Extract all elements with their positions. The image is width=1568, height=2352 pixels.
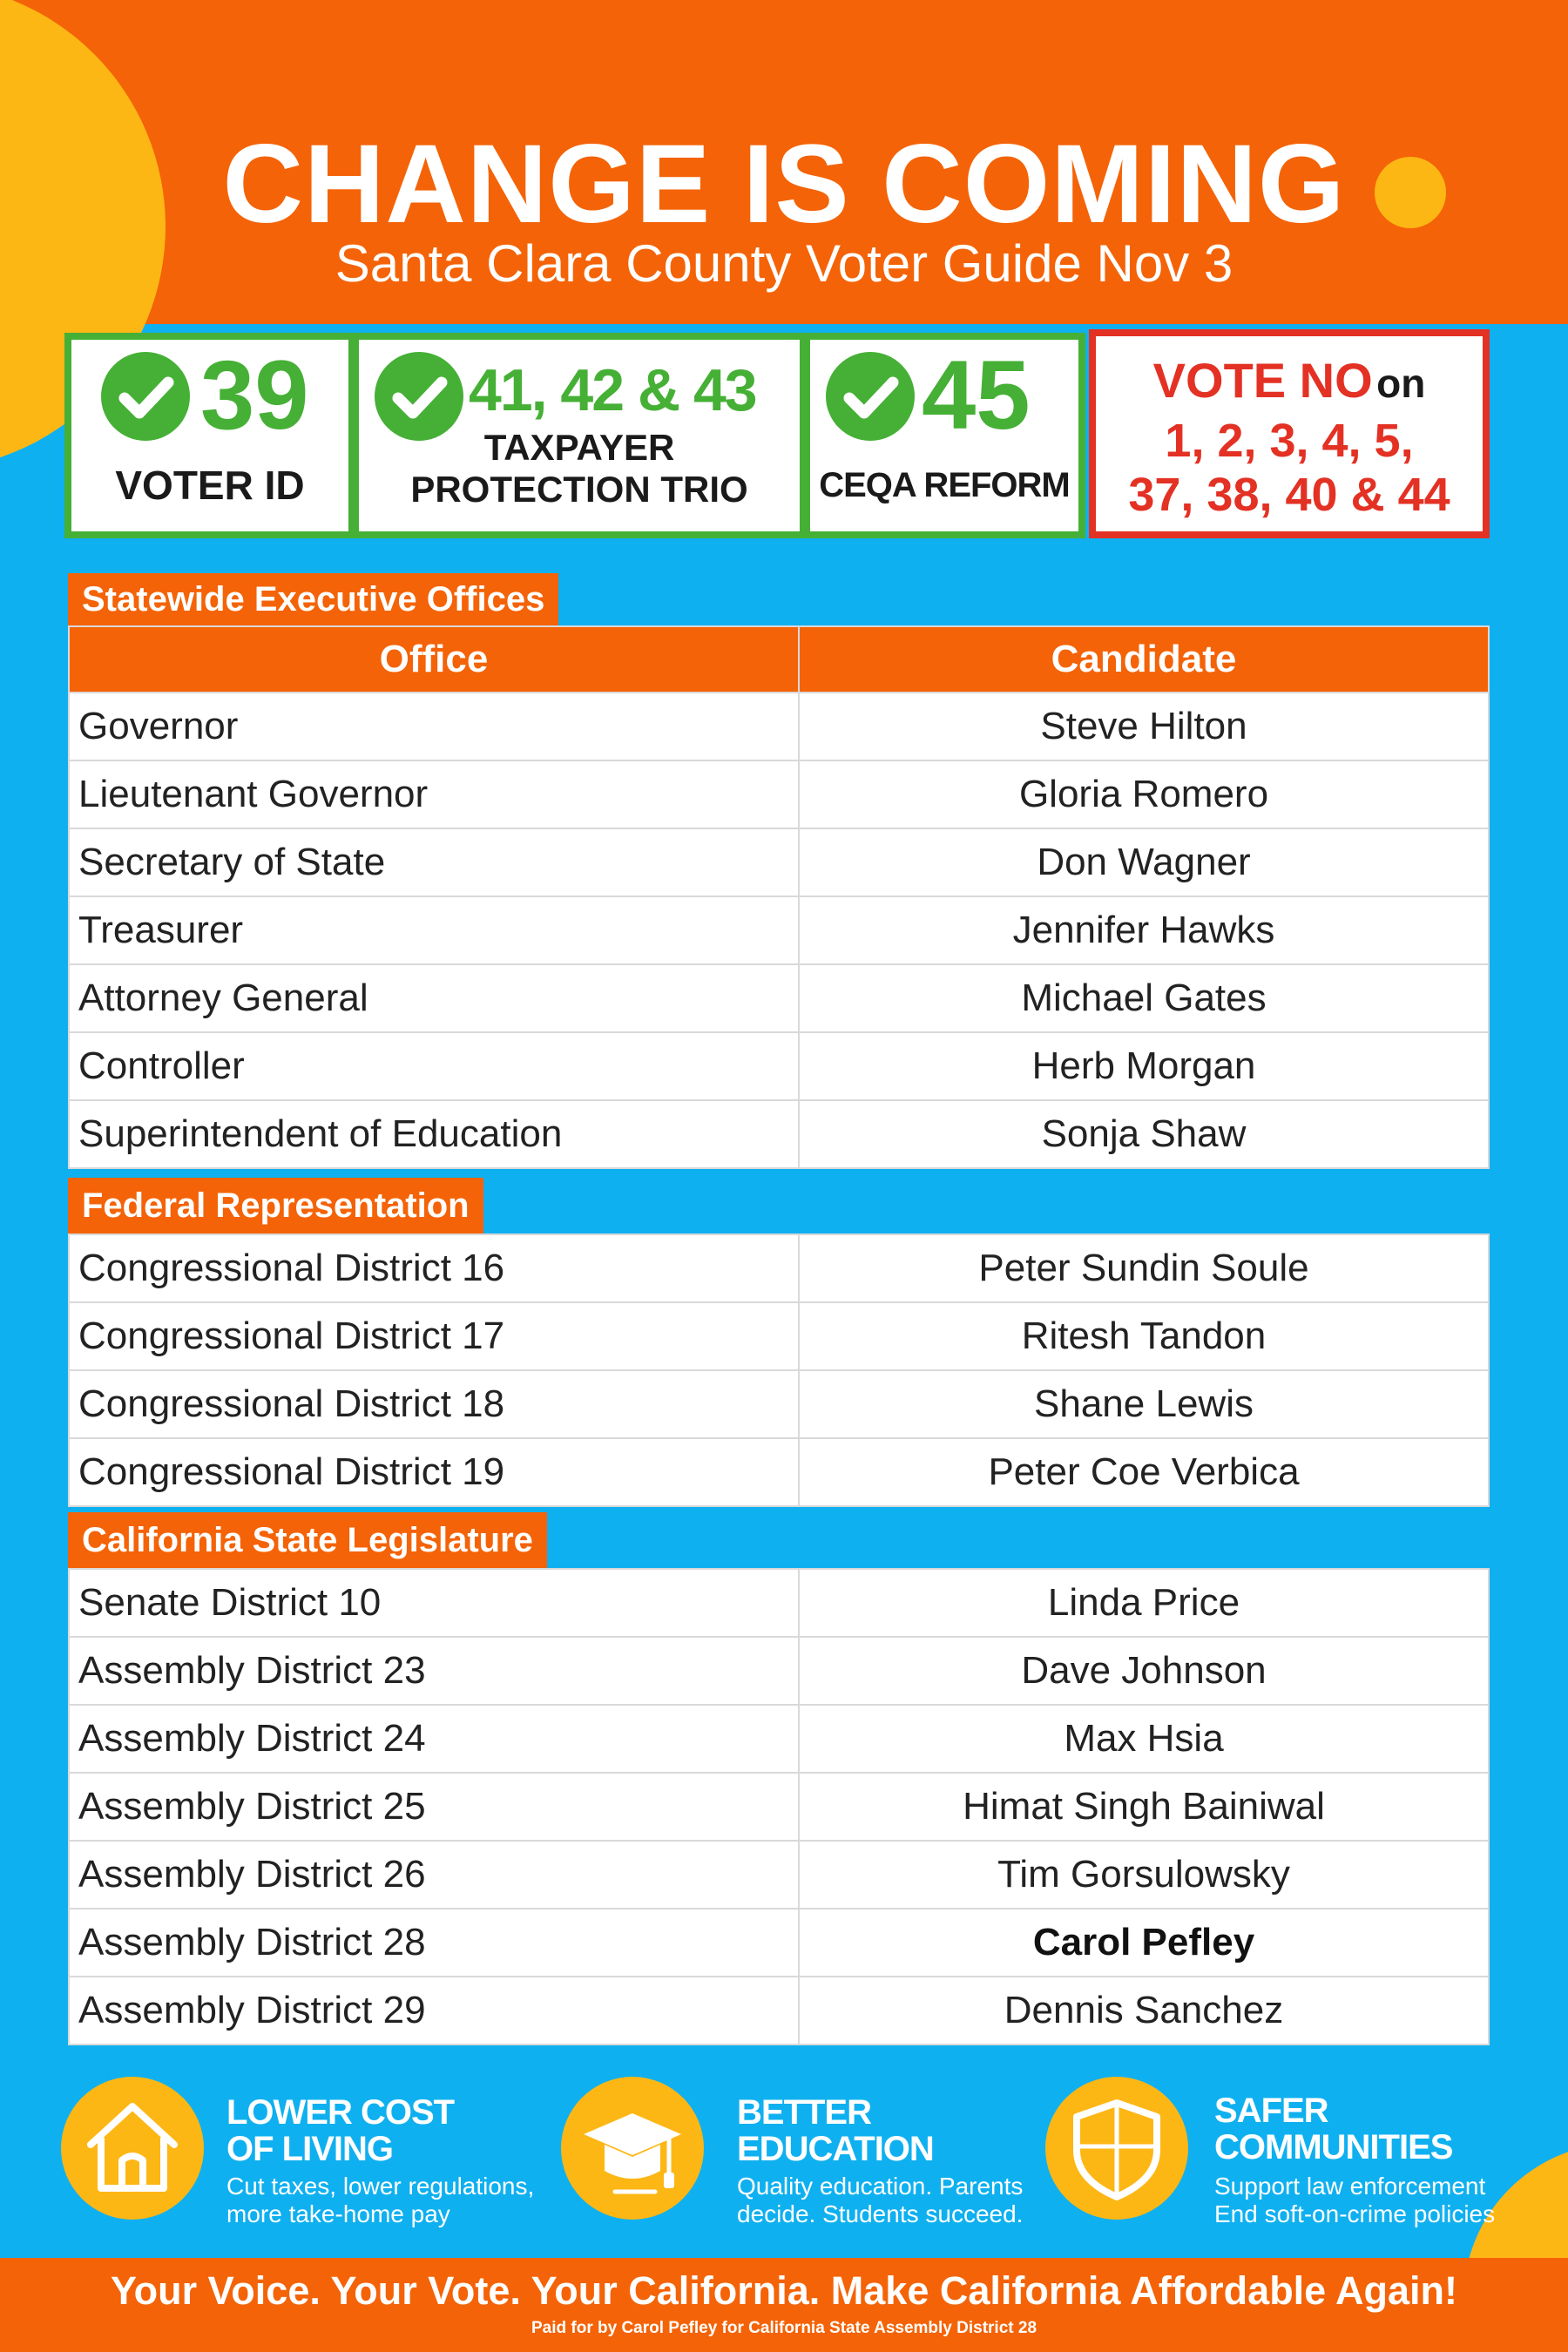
office-cell: Controller: [69, 1032, 799, 1100]
candidate-cell: Tim Gorsulowsky: [799, 1841, 1489, 1909]
column-header-candidate: Candidate: [799, 626, 1489, 693]
table-row: [69, 1773, 1489, 1841]
candidate-cell: Jennifer Hawks: [799, 896, 1489, 964]
candidate-cell: Dennis Sanchez: [799, 1977, 1489, 2044]
table-row: [69, 1370, 1489, 1438]
section-title-federal: Federal Representation: [68, 1178, 483, 1233]
candidate-cell: Peter Coe Verbica: [799, 1438, 1489, 1506]
statewide-offices-table: [68, 625, 1490, 1169]
table-row: [69, 1234, 1489, 1302]
candidate-cell: Don Wagner: [799, 828, 1489, 896]
shield-icon: [1045, 2077, 1188, 2220]
candidate-cell: Sonja Shaw: [799, 1100, 1489, 1168]
table-row: [69, 1100, 1489, 1168]
vote-no-label: VOTE NO: [1152, 353, 1373, 408]
office-cell: Assembly District 24: [69, 1705, 799, 1773]
candidate-cell: Linda Price: [799, 1569, 1489, 1637]
candidate-cell: Shane Lewis: [799, 1370, 1489, 1438]
page-subtitle: Santa Clara County Voter Guide Nov 3: [335, 234, 1233, 293]
table-row: [69, 1637, 1489, 1705]
table-row: [69, 1438, 1489, 1506]
feature-title-line1: SAFER: [1214, 2092, 1328, 2130]
office-cell: Attorney General: [69, 964, 799, 1032]
candidate-cell: Michael Gates: [799, 964, 1489, 1032]
office-cell: Treasurer: [69, 896, 799, 964]
table-row: [69, 1705, 1489, 1773]
table-row: [69, 964, 1489, 1032]
office-cell: Assembly District 25: [69, 1773, 799, 1841]
office-cell: Assembly District 29: [69, 1977, 799, 2044]
table-header-row: [69, 626, 1489, 693]
office-cell: Senate District 10: [69, 1569, 799, 1637]
graduation-cap-icon: [561, 2077, 704, 2220]
prop-label: VOTER ID: [115, 463, 305, 508]
feature-desc-line2: End soft-on-crime policies: [1214, 2200, 1496, 2227]
office-cell: Assembly District 28: [69, 1909, 799, 1977]
prop-label: CEQA REFORM: [819, 466, 1070, 504]
candidate-cell: Max Hsia: [799, 1705, 1489, 1773]
candidate-cell: Gloria Romero: [799, 760, 1489, 828]
feature-desc-line2: decide. Students succeed.: [737, 2200, 1024, 2227]
table-row: [69, 760, 1489, 828]
candidate-cell: Himat Singh Bainiwal: [799, 1773, 1489, 1841]
section-title-statewide: Statewide Executive Offices: [68, 573, 558, 627]
table-row: [69, 896, 1489, 964]
vote-no-box: [1089, 329, 1490, 538]
section-title-legislature: California State Legislature: [68, 1512, 547, 1568]
prop-card-39: [71, 340, 348, 531]
feature-title-line2: EDUCATION: [737, 2130, 934, 2168]
table-row: [69, 1977, 1489, 2044]
office-cell: Lieutenant Governor: [69, 760, 799, 828]
table-row: [69, 1302, 1489, 1370]
office-cell: Governor: [69, 693, 799, 760]
feature-desc-line2: more take-home pay: [226, 2200, 450, 2227]
table-row: [69, 828, 1489, 896]
office-cell: Secretary of State: [69, 828, 799, 896]
feature-title-line2: COMMUNITIES: [1214, 2128, 1453, 2166]
vote-no-on-label: on: [1376, 361, 1426, 406]
state-legislature-table: [68, 1568, 1490, 2045]
candidate-cell: Carol Pefley: [799, 1909, 1489, 1977]
table-row: [69, 693, 1489, 760]
candidate-cell: Dave Johnson: [799, 1637, 1489, 1705]
footer-slogan: Your Voice. Your Vote. Your California. Make California Affordable Again!: [110, 2268, 1458, 2313]
table-row: [69, 1909, 1489, 1977]
prop-number: 39: [200, 341, 309, 449]
prop-number: 41, 42 & 43: [469, 357, 756, 423]
feature-desc-line1: Cut taxes, lower regulations,: [226, 2173, 535, 2200]
candidate-cell: Peter Sundin Soule: [799, 1234, 1489, 1302]
office-cell: Assembly District 26: [69, 1841, 799, 1909]
table-row: [69, 1032, 1489, 1100]
feature-title-line1: BETTER: [737, 2093, 871, 2132]
prop-label-line1: TAXPAYER: [483, 427, 675, 468]
office-cell: Congressional District 18: [69, 1370, 799, 1438]
office-cell: Congressional District 19: [69, 1438, 799, 1506]
candidate-cell: Steve Hilton: [799, 693, 1489, 760]
prop-label-line2: PROTECTION TRIO: [410, 469, 748, 510]
feature-title-line2: OF LIVING: [226, 2130, 393, 2168]
vote-no-list-line1: 1, 2, 3, 4, 5,: [1165, 415, 1414, 467]
prop-number: 45: [922, 341, 1031, 449]
office-cell: Superintendent of Education: [69, 1100, 799, 1168]
prop-card-45: [810, 340, 1078, 531]
checkmark-icon: [101, 352, 190, 441]
column-header-office: Office: [69, 626, 799, 693]
prop-card-41-42-43: [359, 340, 800, 531]
candidate-cell: Ritesh Tandon: [799, 1302, 1489, 1370]
office-cell: Congressional District 17: [69, 1302, 799, 1370]
table-row: [69, 1569, 1489, 1637]
vote-no-list-line2: 37, 38, 40 & 44: [1128, 469, 1450, 521]
checkmark-icon: [826, 352, 915, 441]
office-cell: Assembly District 23: [69, 1637, 799, 1705]
page-title: CHANGE IS COMING: [222, 122, 1346, 247]
feature-desc-line1: Support law enforcement: [1214, 2173, 1486, 2200]
office-cell: Congressional District 16: [69, 1234, 799, 1302]
feature-title-line1: LOWER COST: [226, 2093, 455, 2132]
vote-no-heading: [1096, 352, 1483, 409]
house-icon: [61, 2077, 204, 2220]
candidate-cell: Herb Morgan: [799, 1032, 1489, 1100]
feature-desc-line1: Quality education. Parents: [737, 2173, 1024, 2200]
federal-representation-table: [68, 1233, 1490, 1507]
paid-for-disclaimer: Paid for by Carol Pefley for California State Assembly District 28: [531, 2319, 1037, 2337]
table-row: [69, 1841, 1489, 1909]
